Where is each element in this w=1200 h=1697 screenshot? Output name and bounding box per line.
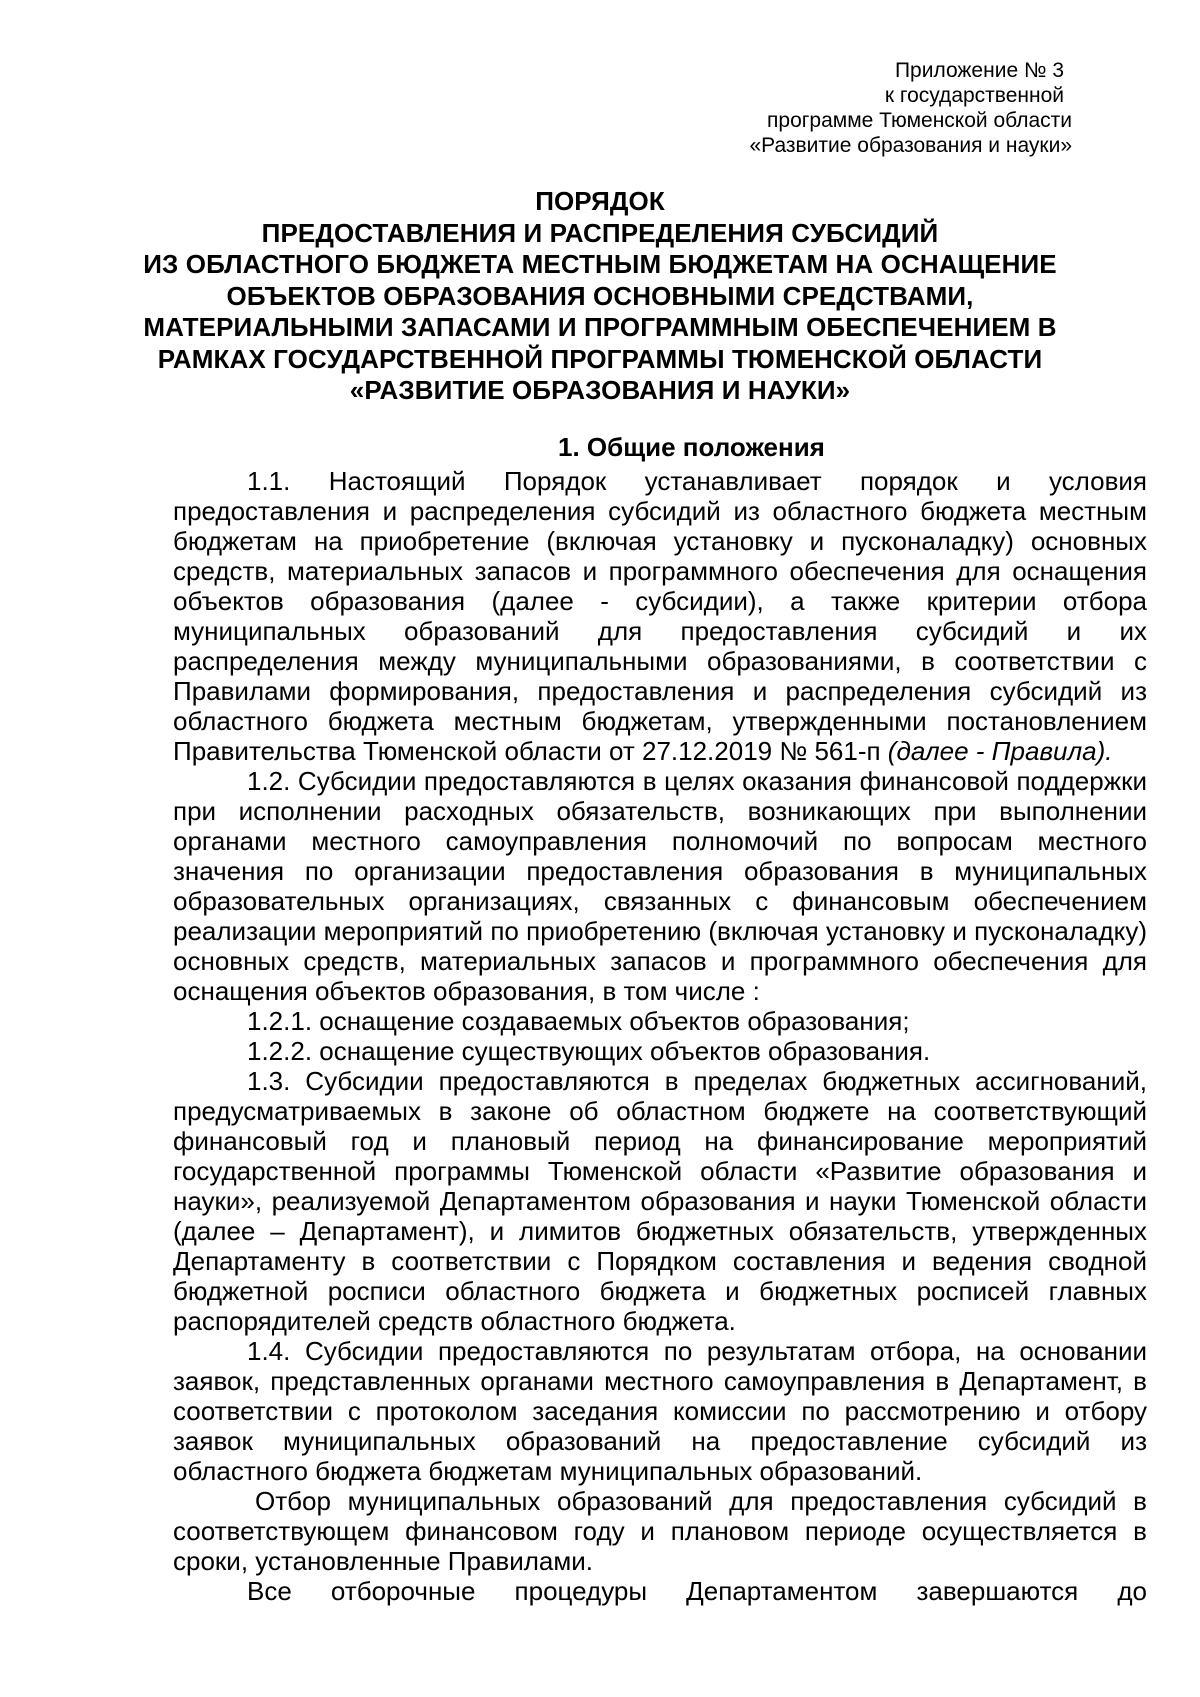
title-line-4: ОБЪЕКТОВ ОБРАЗОВАНИЯ ОСНОВНЫМИ СРЕДСТВАМИ, — [226, 280, 974, 311]
paragraph-1-2-2: 1.2.2. оснащение существующих объектов образования. — [247, 1036, 931, 1066]
paragraph-1-1-italic: (далее - Правила). — [887, 736, 1113, 766]
appendix-line-3: программе Тюменской области — [767, 109, 1072, 132]
paragraph-1-4: 1.4. Субсидии предоставляются по результатам отбора, на основании заявок, представленных органами местного самоуправления в Департамент, в соответствии с протоколом заседания комиссии по рассмотрению и отбору заявок муниципальных образований на предоставление субсидий из областного бюджета бюджетам муниципальных образований. — [173, 1336, 1147, 1486]
title-line-6: РАМКАХ ГОСУДАРСТВЕННОЙ ПРОГРАММЫ ТЮМЕНСКОЙ ОБЛАСТИ — [157, 343, 1043, 374]
title-line-5: МАТЕРИАЛЬНЫМИ ЗАПАСАМИ И ПРОГРАММНЫМ ОБЕСПЕЧЕНИЕМ В — [143, 312, 1057, 342]
title-line-7: «РАЗВИТИЕ ОБРАЗОВАНИЯ И НАУКИ» — [349, 375, 851, 405]
paragraph-1-3: 1.3. Субсидии предоставляются в пределах бюджетных ассигнований, предусматриваемых в законе об областном бюджете на соответствующий финансовый год и плановый период на финансирование мероприятий государственной программы Тюменской области «Развитие образования и науки», реализуемой Департаментом образования и науки Тюменской области (далее – Департамент), и лимитов бюджетных обязательств, утвержденных Департаменту в соответствии с Порядком составления и ведения сводной бюджетной росписи областного бюджета и бюджетных росписей главных распорядителей средств областного бюджета. — [173, 1066, 1147, 1336]
appendix-number: Приложение № 3 — [894, 59, 1064, 82]
paragraph-last: Все отборочные процедуры Департаментом завершаются до — [247, 1576, 1147, 1606]
appendix-line-4: «Развитие образования и науки» — [749, 134, 1072, 157]
title-line-1: ПОРЯДОК — [535, 186, 665, 216]
appendix-header — [749, 58, 1072, 158]
paragraph-1-2-1: 1.2.1. оснащение создаваемых объектов образования; — [247, 1006, 910, 1036]
section-heading: 1. Общие положения — [558, 432, 825, 462]
paragraph-1-1-text: 1.1. Настоящий Порядок устанавливает порядок и условия предоставления и распределения субсидий из областного бюджета местным бюджетам на приобретение (включая установку и пусконаладку) основных средств, материальных запасов и программного обеспечения для оснащения объектов образования (далее - субсидии), а также критерии отбора муниципальных образований для предоставления субсидий и их распределения между муниципальными образованиями, в соответствии с Правилами формирования, предоставления и распределения субсидий из областного бюджета местным бюджетам, утвержденными постановлением Правительства Тюменской области от 27.12.2019 № 561-п — [173, 466, 1147, 766]
appendix-line-2: к государственной — [884, 84, 1064, 107]
paragraph-selection: Отбор муниципальных образований для предоставления субсидий в соответствующем финансовом году и плановом периоде осуществляется в сроки, установленные Правилами. — [173, 1486, 1147, 1576]
document-body — [173, 466, 1147, 1606]
title-line-3: ИЗ ОБЛАСТНОГО БЮДЖЕТА МЕСТНЫМ БЮДЖЕТАМ НА ОСНАЩЕНИЕ — [143, 249, 1057, 279]
title-line-2: ПРЕДОСТАВЛЕНИЯ И РАСПРЕДЕЛЕНИЯ СУБСИДИЙ — [261, 217, 939, 248]
paragraph-1-1 — [173, 466, 1147, 766]
document-title — [100, 186, 1100, 407]
paragraph-1-2: 1.2. Субсидии предоставляются в целях оказания финансовой поддержки при исполнении расходных обязательств, возникающих при выполнении органами местного самоуправления полномочий по вопросам местного значения по организации предоставления образования в муниципальных образовательных организациях, связанных с финансовым обеспечением реализации мероприятий по приобретению (включая установку и пусконаладку) основных средств, материальных запасов и программного обеспечения для оснащения объектов образования, в том числе : — [173, 766, 1147, 1006]
